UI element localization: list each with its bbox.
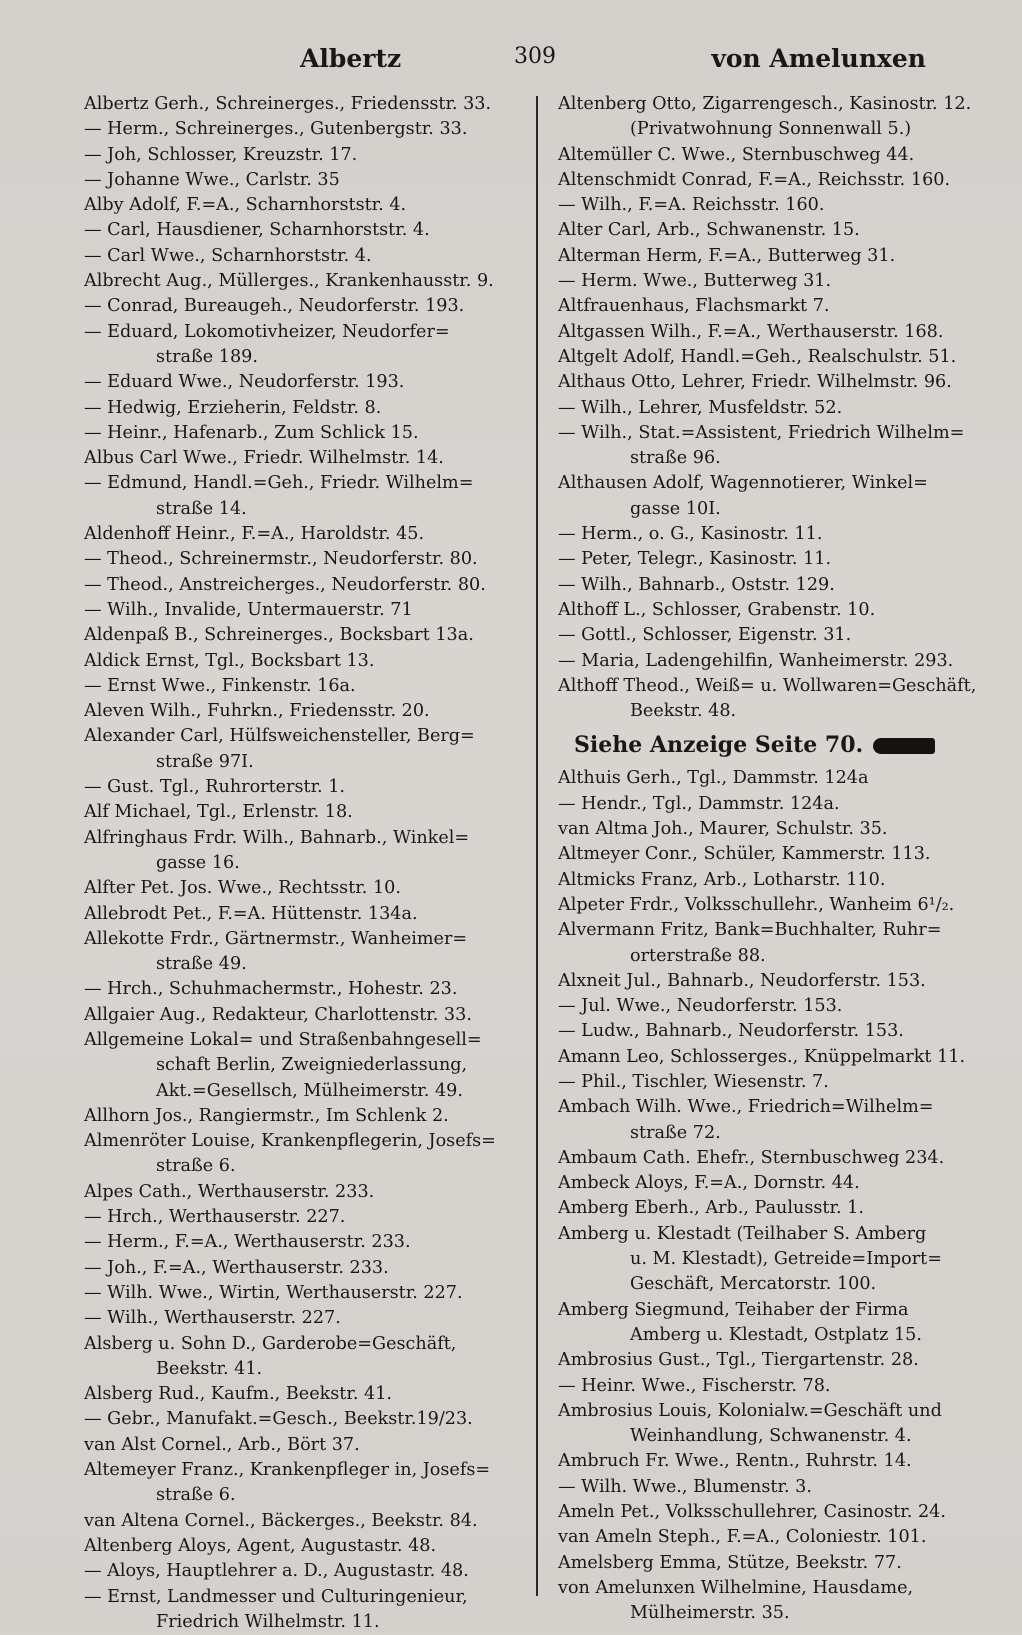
entry-continuation-line: straße 49. xyxy=(156,954,247,975)
entry-line: Ameln Pet., Volksschullehrer, Casinostr. 24. xyxy=(558,1502,946,1523)
entry-line: — Joh., F.=A., Werthauserstr. 233. xyxy=(84,1257,389,1278)
entry-line: — Ernst, Landmesser und Culturingenieur, xyxy=(84,1586,468,1607)
directory-entry xyxy=(84,244,516,269)
entry-line: — Herm., o. G., Kasinostr. 11. xyxy=(558,524,823,545)
directory-entry xyxy=(84,1433,516,1458)
directory-entry xyxy=(558,1298,982,1349)
entry-line: Allhorn Jos., Rangiermstr., Im Schlenk 2. xyxy=(84,1105,449,1126)
directory-entry xyxy=(84,674,516,699)
pointing-hand-icon xyxy=(873,738,935,754)
directory-entry xyxy=(558,1045,982,1070)
entry-line: Albus Carl Wwe., Friedr. Wilhelmstr. 14. xyxy=(84,448,444,469)
directory-entry xyxy=(84,168,516,193)
directory-entry xyxy=(84,446,516,471)
directory-entry xyxy=(84,320,516,371)
directory-entry xyxy=(558,370,982,395)
entry-line: — Wilh. Wwe., Wirtin, Werthauserstr. 227. xyxy=(84,1282,463,1303)
directory-entry xyxy=(84,649,516,674)
entry-continuation-line: straße 189. xyxy=(156,346,258,367)
entry-line: Althoff Theod., Weiß= u. Wollwaren=Geschäft, xyxy=(558,675,977,696)
entry-continuation-line: straße 96. xyxy=(630,448,721,469)
entry-line: Aldenhoff Heinr., F.=A., Haroldstr. 45. xyxy=(84,524,425,545)
directory-entry xyxy=(84,1281,516,1306)
directory-entry xyxy=(558,92,982,143)
entry-line: — Carl Wwe., Scharnhorststr. 4. xyxy=(84,245,372,266)
entry-line: — Johanne Wwe., Carlstr. 35 xyxy=(84,169,340,190)
entry-line: Alsberg u. Sohn D., Garderobe=Geschäft, xyxy=(84,1333,457,1354)
directory-entry xyxy=(558,522,982,547)
header-left-keyword: Albertz xyxy=(300,44,402,73)
entry-line: — Joh, Schlosser, Kreuzstr. 17. xyxy=(84,144,358,165)
entry-line: — Wilh., F.=A. Reichsstr. 160. xyxy=(558,195,825,216)
directory-entry xyxy=(84,117,516,142)
directory-entry xyxy=(84,1104,516,1129)
right-column-bottom xyxy=(558,766,982,1626)
entry-line: Althausen Adolf, Wagennotierer, Winkel= xyxy=(558,473,928,494)
directory-entry xyxy=(84,269,516,294)
entry-line: Alpeter Frdr., Volksschullehr., Wanheim 6¹/₂. xyxy=(558,894,955,915)
entry-line: Aleven Wilh., Fuhrkn., Friedensstr. 20. xyxy=(84,701,430,722)
entry-line: — Ernst Wwe., Finkenstr. 16a. xyxy=(84,675,356,696)
directory-entry xyxy=(558,598,982,623)
directory-entry xyxy=(558,994,982,1019)
entry-line: Althaus Otto, Lehrer, Friedr. Wilhelmstr. 96. xyxy=(558,372,952,393)
entry-line: — Carl, Hausdiener, Scharnhorststr. 4. xyxy=(84,220,430,241)
entry-line: — Wilh., Werthauserstr. 227. xyxy=(84,1308,341,1329)
entry-continuation-line: Friedrich Wilhelmstr. 11. xyxy=(156,1611,380,1632)
directory-entry xyxy=(558,1525,982,1550)
directory-entry xyxy=(84,800,516,825)
entry-line: Alterman Herm, F.=A., Butterweg 31. xyxy=(558,245,896,266)
entry-line: von Amelunxen Wilhelmine, Hausdame, xyxy=(558,1577,914,1598)
entry-line: — Maria, Ladengehilfin, Wanheimerstr. 293. xyxy=(558,650,954,671)
entry-line: Aldick Ernst, Tgl., Bocksbart 13. xyxy=(84,650,375,671)
entry-continuation-line: straße 72. xyxy=(630,1122,721,1143)
page-header xyxy=(0,40,1022,86)
entry-line: Amberg Siegmund, Teihaber der Firma xyxy=(558,1299,909,1320)
entry-line: — Wilh., Invalide, Untermauerstr. 71 xyxy=(84,599,413,620)
directory-entry xyxy=(558,547,982,572)
entry-continuation-line: Amberg u. Klestadt, Ostplatz 15. xyxy=(630,1324,922,1345)
directory-entry xyxy=(558,1399,982,1450)
entry-continuation-line: gasse 16. xyxy=(156,852,240,873)
entry-continuation-line: u. M. Klestadt), Getreide=Import= xyxy=(630,1249,942,1270)
directory-entry xyxy=(558,1576,982,1627)
entry-line: — Heinr., Hafenarb., Zum Schlick 15. xyxy=(84,422,419,443)
entry-line: Alter Carl, Arb., Schwanenstr. 15. xyxy=(558,220,860,241)
entry-line: Alvermann Fritz, Bank=Buchhalter, Ruhr= xyxy=(558,920,942,941)
directory-entry xyxy=(558,396,982,421)
directory-entry xyxy=(84,977,516,1002)
directory-entry xyxy=(84,370,516,395)
entry-continuation-line: (Privatwohnung Sonnenwall 5.) xyxy=(630,119,912,140)
directory-entry xyxy=(558,1374,982,1399)
directory-entry xyxy=(84,218,516,243)
entry-line: Alpes Cath., Werthauserstr. 233. xyxy=(84,1181,375,1202)
directory-entry xyxy=(84,1205,516,1230)
entry-line: — Herm., Schreinerges., Gutenbergstr. 33. xyxy=(84,119,468,140)
entry-line: Altgelt Adolf, Handl.=Geh., Realschulstr. 51. xyxy=(558,346,957,367)
directory-entry xyxy=(558,244,982,269)
entry-line: Ambrosius Gust., Tgl., Tiergartenstr. 28. xyxy=(558,1350,919,1371)
entry-continuation-line: straße 6. xyxy=(156,1156,236,1177)
entry-line: Althuis Gerh., Tgl., Dammstr. 124a xyxy=(558,768,869,789)
entry-line: Altenschmidt Conrad, F.=A., Reichsstr. 160. xyxy=(558,169,951,190)
entry-continuation-line: Geschäft, Mercatorstr. 100. xyxy=(630,1274,877,1295)
directory-entry xyxy=(84,1382,516,1407)
directory-entry xyxy=(84,1458,516,1509)
directory-entry xyxy=(558,766,982,791)
directory-entry xyxy=(558,1070,982,1095)
entry-line: — Peter, Telegr., Kasinostr. 11. xyxy=(558,549,832,570)
entry-continuation-line: Akt.=Gesellsch, Mülheimerstr. 49. xyxy=(156,1080,463,1101)
directory-entry xyxy=(84,1003,516,1028)
directory-entry xyxy=(84,92,516,117)
directory-entry xyxy=(558,649,982,674)
directory-entry xyxy=(84,396,516,421)
directory-entry xyxy=(84,143,516,168)
entry-line: Altenberg Aloys, Agent, Augustastr. 48. xyxy=(84,1535,437,1556)
entry-line: — Herm., F.=A., Werthauserstr. 233. xyxy=(84,1232,411,1253)
directory-entry xyxy=(558,868,982,893)
entry-line: Altmicks Franz, Arb., Lotharstr. 110. xyxy=(558,869,886,890)
directory-entry xyxy=(558,168,982,193)
directory-entry xyxy=(558,1500,982,1525)
entry-line: van Altma Joh., Maurer, Schulstr. 35. xyxy=(558,819,888,840)
entry-line: — Jul. Wwe., Neudorferstr. 153. xyxy=(558,996,843,1017)
directory-entry xyxy=(84,1230,516,1255)
directory-entry xyxy=(558,842,982,867)
entry-line: — Gebr., Manufakt.=Gesch., Beekstr.19/23. xyxy=(84,1409,473,1430)
directory-entry xyxy=(84,1509,516,1534)
entry-line: Aldenpaß B., Schreinerges., Bocksbart 13a. xyxy=(84,625,474,646)
advertisement-notice xyxy=(558,724,982,766)
entry-line: Althoff L., Schlosser, Grabenstr. 10. xyxy=(558,599,876,620)
directory-entry xyxy=(84,1256,516,1281)
entry-line: Alexander Carl, Hülfsweichensteller, Berg= xyxy=(84,726,475,747)
entry-line: — Hedwig, Erzieherin, Feldstr. 8. xyxy=(84,397,382,418)
directory-entry xyxy=(558,320,982,345)
entry-line: Albertz Gerh., Schreinerges., Friedensstr. 33. xyxy=(84,94,492,114)
entry-continuation-line: straße 6. xyxy=(156,1485,236,1506)
entry-line: Allgemeine Lokal= und Straßenbahngesell= xyxy=(84,1029,482,1050)
page-number: 309 xyxy=(514,44,556,69)
entry-line: — Edmund, Handl.=Geh., Friedr. Wilhelm= xyxy=(84,473,474,494)
right-column-top xyxy=(558,92,982,724)
entry-line: — Wilh., Bahnarb., Oststr. 129. xyxy=(558,574,835,595)
entry-line: — Conrad, Bureaugeh., Neudorferstr. 193. xyxy=(84,296,465,317)
directory-entry xyxy=(84,876,516,901)
entry-line: Ambrosius Louis, Kolonialw.=Geschäft und xyxy=(558,1400,942,1421)
entry-line: Alfter Pet. Jos. Wwe., Rechtsstr. 10. xyxy=(84,878,401,899)
directory-entry xyxy=(84,699,516,724)
entry-continuation-line: Beekstr. 41. xyxy=(156,1358,263,1379)
directory-entry xyxy=(84,623,516,648)
entry-line: Amberg u. Klestadt (Teilhaber S. Amberg xyxy=(558,1223,927,1244)
directory-entry xyxy=(558,1551,982,1576)
entry-continuation-line: Beekstr. 48. xyxy=(630,701,737,722)
directory-entry xyxy=(84,775,516,800)
directory-entry xyxy=(84,1129,516,1180)
entry-line: — Gottl., Schlosser, Eigenstr. 31. xyxy=(558,625,852,646)
entry-line: van Altena Cornel., Bäckerges., Beekstr. 84. xyxy=(84,1510,478,1531)
directory-entry xyxy=(84,598,516,623)
entry-line: Ambach Wilh. Wwe., Friedrich=Wilhelm= xyxy=(558,1097,934,1118)
directory-entry xyxy=(84,1306,516,1331)
entry-line: — Wilh. Wwe., Blumenstr. 3. xyxy=(558,1476,812,1497)
entry-line: Alf Michael, Tgl., Erlenstr. 18. xyxy=(84,802,353,823)
directory-entry xyxy=(84,927,516,978)
directory-entry xyxy=(84,1407,516,1432)
entry-line: Ambeck Aloys, F.=A., Dornstr. 44. xyxy=(558,1173,860,1194)
entry-line: — Heinr. Wwe., Fischerstr. 78. xyxy=(558,1375,831,1396)
right-column xyxy=(558,92,982,1627)
entry-continuation-line: straße 14. xyxy=(156,498,247,519)
entry-line: — Aloys, Hauptlehrer a. D., Augustastr. 48. xyxy=(84,1561,469,1582)
entry-line: Altemeyer Franz., Krankenpfleger in, Josefs= xyxy=(84,1460,491,1481)
entry-line: Ambaum Cath. Ehefr., Sternbuschweg 234. xyxy=(558,1147,945,1168)
entry-line: — Wilh., Lehrer, Musfeldstr. 52. xyxy=(558,397,843,418)
directory-entry xyxy=(558,1146,982,1171)
entry-line: — Hrch., Werthauserstr. 227. xyxy=(84,1207,346,1228)
directory-entry xyxy=(84,1180,516,1205)
entry-line: Alby Adolf, F.=A., Scharnhorststr. 4. xyxy=(84,195,407,216)
directory-entry xyxy=(558,573,982,598)
entry-line: Altenberg Otto, Zigarrengesch., Kasinostr. 12. xyxy=(558,94,972,114)
directory-entry xyxy=(84,193,516,218)
directory-entry xyxy=(558,143,982,168)
entry-line: — Theod., Anstreicherges., Neudorferstr. 80. xyxy=(84,574,486,595)
directory-entry xyxy=(84,547,516,572)
entry-line: Amelsberg Emma, Stütze, Beekstr. 77. xyxy=(558,1552,902,1573)
directory-entry xyxy=(84,471,516,522)
directory-entry xyxy=(84,902,516,927)
entry-line: Allebrodt Pet., F.=A. Hüttenstr. 134a. xyxy=(84,903,418,924)
directory-entry xyxy=(558,193,982,218)
directory-entry xyxy=(84,573,516,598)
directory-entry xyxy=(558,294,982,319)
entry-line: — Hendr., Tgl., Dammstr. 124a. xyxy=(558,793,840,814)
entry-line: — Wilh., Stat.=Assistent, Friedrich Wilhelm= xyxy=(558,422,965,443)
directory-entry xyxy=(558,1095,982,1146)
directory-entry xyxy=(84,1332,516,1383)
entry-continuation-line: orterstraße 88. xyxy=(630,945,766,966)
directory-entry xyxy=(558,1348,982,1373)
entry-line: Alsberg Rud., Kaufm., Beekstr. 41. xyxy=(84,1384,393,1405)
directory-entry xyxy=(558,269,982,294)
left-column xyxy=(84,92,516,1635)
directory-entry xyxy=(558,1019,982,1044)
entry-line: Albrecht Aug., Müllerges., Krankenhausstr. 9. xyxy=(84,271,494,292)
entry-line: Altfrauenhaus, Flachsmarkt 7. xyxy=(558,296,830,317)
directory-entry xyxy=(558,918,982,969)
entry-line: Allgaier Aug., Redakteur, Charlottenstr. 33. xyxy=(84,1004,472,1025)
header-right-keyword: von Amelunxen xyxy=(711,44,926,73)
directory-entry xyxy=(558,1171,982,1196)
entry-line: van Ameln Steph., F.=A., Coloniestr. 101. xyxy=(558,1527,927,1548)
entry-line: Altmeyer Conr., Schüler, Kammerstr. 113. xyxy=(558,844,931,865)
entry-line: — Phil., Tischler, Wiesenstr. 7. xyxy=(558,1071,829,1092)
directory-entry xyxy=(558,471,982,522)
entry-line: — Eduard Wwe., Neudorferstr. 193. xyxy=(84,372,405,393)
directory-entry xyxy=(558,345,982,370)
directory-entry xyxy=(84,421,516,446)
entry-line: Amberg Eberh., Arb., Paulusstr. 1. xyxy=(558,1198,864,1219)
entry-line: Altemüller C. Wwe., Sternbuschweg 44. xyxy=(558,144,915,165)
entry-continuation-line: gasse 10I. xyxy=(630,498,721,519)
entry-line: Altgassen Wilh., F.=A., Werthauserstr. 168. xyxy=(558,321,944,342)
directory-entry xyxy=(84,1585,516,1635)
entry-line: Ambruch Fr. Wwe., Rentn., Ruhrstr. 14. xyxy=(558,1451,912,1472)
directory-entry xyxy=(558,674,982,725)
entry-line: — Herm. Wwe., Butterweg 31. xyxy=(558,271,832,292)
entry-continuation-line: straße 97I. xyxy=(156,751,254,772)
directory-entry xyxy=(84,1559,516,1584)
entry-continuation-line: schaft Berlin, Zweigniederlassung, xyxy=(156,1055,468,1076)
entry-line: Allekotte Frdr., Gärtnermstr., Wanheimer= xyxy=(84,928,468,949)
entry-line: — Gust. Tgl., Ruhrorterstr. 1. xyxy=(84,777,346,798)
column-divider xyxy=(536,96,538,1596)
entry-line: — Ludw., Bahnarb., Neudorferstr. 153. xyxy=(558,1021,904,1042)
entry-line: Almenröter Louise, Krankenpflegerin, Josefs= xyxy=(84,1131,496,1152)
directory-entry xyxy=(558,218,982,243)
directory-entry xyxy=(558,421,982,472)
directory-entry xyxy=(558,1449,982,1474)
entry-line: Alxneit Jul., Bahnarb., Neudorferstr. 153. xyxy=(558,970,926,991)
entry-line: — Theod., Schreinermstr., Neudorferstr. 80. xyxy=(84,549,478,570)
directory-entry xyxy=(84,294,516,319)
directory-entry xyxy=(84,1028,516,1104)
directory-entry xyxy=(84,522,516,547)
directory-entry xyxy=(558,817,982,842)
entry-line: van Alst Cornel., Arb., Bört 37. xyxy=(84,1434,360,1455)
entry-line: Alfringhaus Frdr. Wilh., Bahnarb., Winkel= xyxy=(84,827,470,848)
entry-continuation-line: Weinhandlung, Schwanenstr. 4. xyxy=(630,1426,912,1447)
directory-entry xyxy=(558,792,982,817)
entry-line: — Hrch., Schuhmachermstr., Hohestr. 23. xyxy=(84,979,458,1000)
directory-entry xyxy=(558,1475,982,1500)
entry-line: — Eduard, Lokomotivheizer, Neudorfer= xyxy=(84,321,450,342)
directory-entry xyxy=(558,1196,982,1221)
directory-entry xyxy=(558,623,982,648)
entry-continuation-line: Mülheimerstr. 35. xyxy=(630,1603,790,1624)
directory-entry xyxy=(558,969,982,994)
directory-entry xyxy=(558,893,982,918)
directory-entry xyxy=(84,826,516,877)
directory-entry xyxy=(558,1222,982,1298)
advertisement-text: Siehe Anzeige Seite 70. xyxy=(574,732,864,759)
entry-line: Amann Leo, Schlosserges., Knüppelmarkt 11. xyxy=(558,1046,966,1067)
directory-entry xyxy=(84,1534,516,1559)
directory-entry xyxy=(84,724,516,775)
